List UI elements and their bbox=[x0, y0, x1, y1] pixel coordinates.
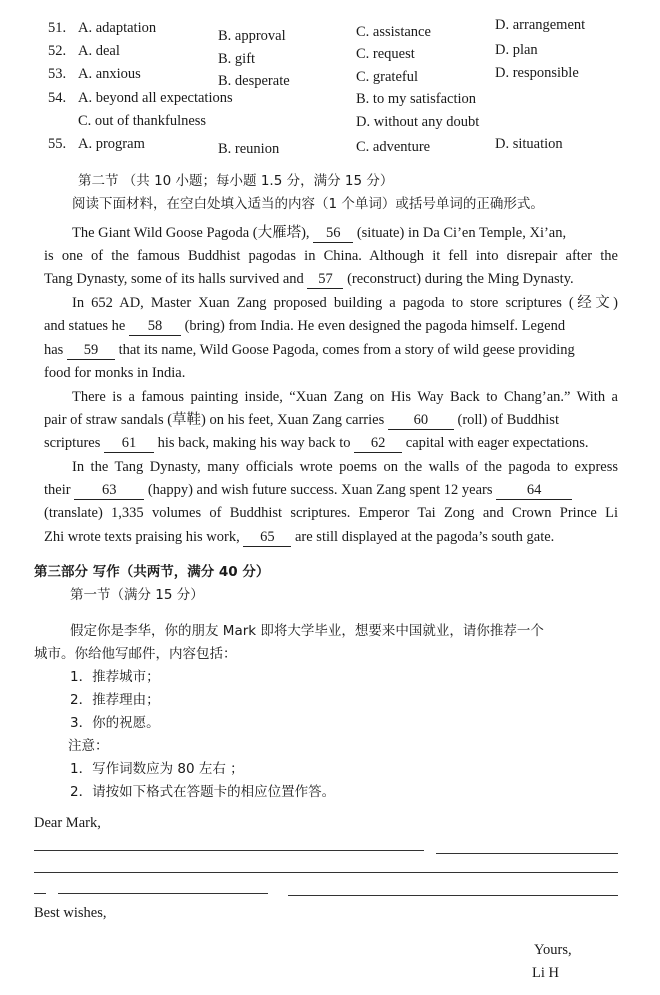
mc-row-51 bbox=[0, 17, 660, 44]
blank-59[interactable]: 59 bbox=[67, 341, 115, 360]
blank-62[interactable]: 62 bbox=[354, 434, 402, 453]
option-d: D. without any doubt bbox=[356, 114, 480, 130]
writing-prompt: 城市。你给他写邮件，内容包括： bbox=[34, 646, 237, 662]
passage-line: pair of straw sandals (草鞋) on his feet, Xuan Zang carries 60 (roll) of Buddhist bbox=[44, 412, 559, 428]
option-a: A. deal bbox=[78, 43, 120, 59]
section2-heading: 第二节 （共 10 小题；每小题 1.5 分，满分 15 分） bbox=[78, 173, 394, 189]
question-number: 51. bbox=[48, 20, 67, 36]
passage-line: (translate) 1,335 volumes of Buddhist scriptures. Emperor Tai Zong and Crown Prince Li bbox=[44, 505, 618, 521]
option-d: D. plan bbox=[495, 42, 538, 58]
mc-row-54 bbox=[0, 90, 660, 112]
note-item: 2．请按如下格式在答题卡的相应位置作答。 bbox=[70, 784, 336, 800]
letter-yours: Yours, bbox=[534, 942, 572, 958]
passage-line: Zhi wrote texts praising his work, 65 are still displayed at the pagoda’s south gate. bbox=[44, 529, 555, 545]
note-item: 1．写作词数应为 80 左右 ； bbox=[70, 761, 244, 777]
blank-65[interactable]: 65 bbox=[243, 528, 291, 547]
part3-heading: 第三部分 写作（共两节，满分 40 分） bbox=[34, 564, 270, 580]
writing-line bbox=[58, 893, 268, 894]
writing-line bbox=[288, 895, 618, 896]
option-b: B. gift bbox=[218, 51, 256, 67]
question-number: 55. bbox=[48, 136, 67, 152]
mc-row-55 bbox=[0, 136, 660, 158]
passage-line: Tang Dynasty, some of its halls survived and 57 (reconstruct) during the Ming Dynasty. bbox=[44, 271, 574, 287]
blank-64[interactable]: 64 bbox=[496, 481, 572, 500]
question-number: 54. bbox=[48, 90, 67, 106]
mc-row-52 bbox=[0, 43, 660, 65]
letter-greeting: Dear Mark, bbox=[34, 815, 101, 831]
option-a: A. beyond all expectations bbox=[78, 90, 233, 106]
passage-line: The Giant Wild Goose Pagoda (大雁塔), 56 (situate) in Da Ci’en Temple, Xi’an, bbox=[72, 225, 567, 241]
content-item: 1．推荐城市； bbox=[70, 669, 160, 685]
writing-line bbox=[436, 853, 618, 854]
option-d: D. responsible bbox=[495, 65, 579, 81]
letter-signature: Li H bbox=[532, 965, 559, 981]
option-b: B. to my satisfaction bbox=[356, 91, 477, 107]
passage-line: their 63 (happy) and wish future success. Xuan Zang spent 12 years 64 bbox=[44, 479, 618, 501]
passage-line: and statues he 58 (bring) from India. He even designed the pagoda himself. Legend bbox=[44, 318, 566, 334]
blank-58[interactable]: 58 bbox=[129, 317, 181, 336]
option-b: B. desperate bbox=[218, 73, 290, 89]
option-d: D. situation bbox=[495, 136, 563, 152]
passage-line: is one of the famous Buddhist pagodas in China. Although it fell into disrepair after the bbox=[44, 248, 618, 264]
option-c: C. grateful bbox=[356, 69, 419, 85]
blank-61[interactable]: 61 bbox=[104, 434, 154, 453]
blank-57[interactable]: 57 bbox=[307, 270, 343, 289]
mc-row-54-cont bbox=[0, 113, 660, 135]
option-b: B. approval bbox=[218, 28, 286, 44]
option-c: C. out of thankfulness bbox=[78, 113, 207, 129]
option-c: C. assistance bbox=[356, 24, 431, 40]
passage-line: There is a famous painting inside, “Xuan Zang on His Way Back to Chang’an.” With a bbox=[72, 389, 618, 405]
writing-line bbox=[34, 872, 618, 873]
section2-instruction: 阅读下面材料，在空白处填入适当的内容（1 个单词）或括号单词的正确形式。 bbox=[72, 196, 544, 212]
writing-line bbox=[34, 850, 424, 851]
option-d: D. arrangement bbox=[495, 17, 586, 33]
blank-63[interactable]: 63 bbox=[74, 481, 144, 500]
note-label: 注意： bbox=[68, 738, 109, 754]
option-a: A. adaptation bbox=[78, 20, 157, 36]
passage-line: In the Tang Dynasty, many officials wrote poems on the walls of the pagoda to express bbox=[72, 459, 618, 475]
passage-line: In 652 AD, Master Xuan Zang proposed building a pagoda to store scriptures (经文) bbox=[72, 295, 618, 311]
passage-line: has 59 that its name, Wild Goose Pagoda, comes from a story of wild geese providing bbox=[44, 342, 575, 358]
passage-line: scriptures 61 his back, making his way back to 62 capital with eager expectations. bbox=[44, 435, 589, 451]
content-item: 2．推荐理由； bbox=[70, 692, 160, 708]
mc-row-53 bbox=[0, 66, 660, 88]
content-item: 3．你的祝愿。 bbox=[70, 715, 160, 731]
question-number: 53. bbox=[48, 66, 67, 82]
blank-56[interactable]: 56 bbox=[313, 224, 353, 243]
part3-section1: 第一节（满分 15 分） bbox=[70, 587, 204, 603]
question-number: 52. bbox=[48, 43, 67, 59]
option-a: A. anxious bbox=[78, 66, 141, 82]
option-b: B. reunion bbox=[218, 141, 280, 157]
blank-60[interactable]: 60 bbox=[388, 411, 454, 430]
passage-line: food for monks in India. bbox=[44, 365, 186, 381]
writing-prompt: 假定你是李华，你的朋友 Mark 即将大学毕业，想要来中国就业，请你推荐一个 bbox=[70, 623, 544, 639]
letter-closing: Best wishes, bbox=[34, 905, 107, 921]
option-c: C. request bbox=[356, 46, 415, 62]
option-a: A. program bbox=[78, 136, 145, 152]
option-c: C. adventure bbox=[356, 139, 431, 155]
writing-line bbox=[34, 893, 46, 894]
